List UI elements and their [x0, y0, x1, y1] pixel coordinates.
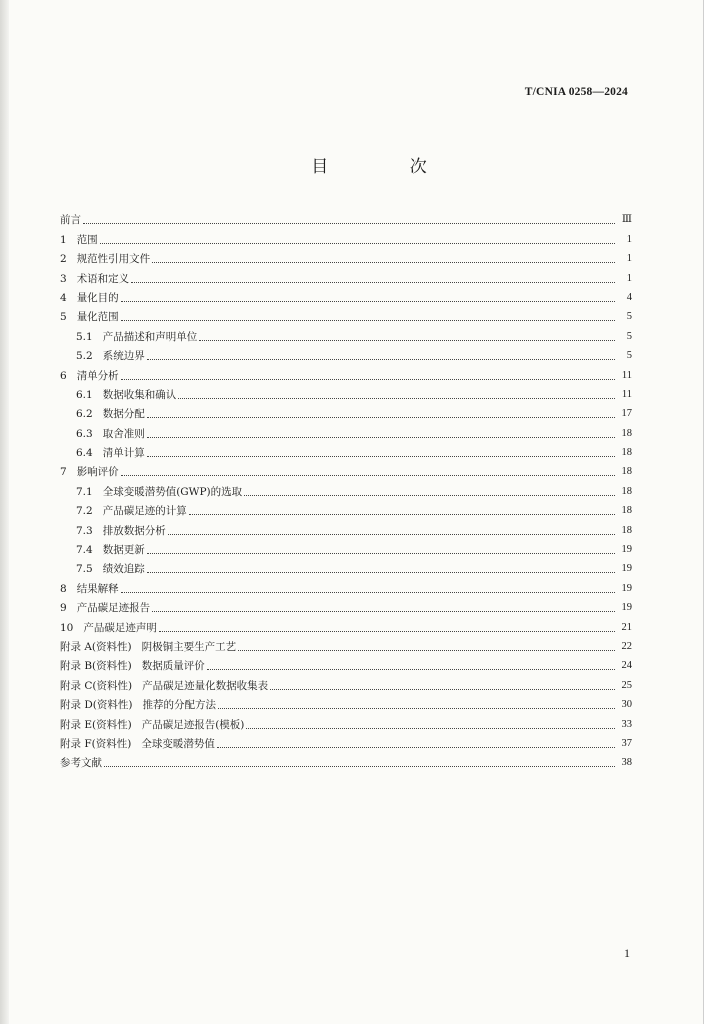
toc-entry-label: [60, 641, 236, 653]
toc-dot-leader: [147, 358, 615, 360]
toc-entry-number: 附录 A(资料性): [60, 640, 132, 653]
toc-entry-text: 参考文献: [60, 757, 102, 770]
toc-entry[interactable]: [60, 382, 632, 401]
toc-entry-page: 22: [621, 640, 632, 652]
toc-dot-leader: [178, 397, 615, 399]
toc-entry[interactable]: [60, 362, 632, 381]
toc-entry-page: 5: [626, 311, 632, 323]
toc-entry[interactable]: [60, 226, 632, 245]
toc-entry-label: [60, 622, 157, 634]
toc-entry-text: 前言: [60, 214, 81, 227]
toc-entry-page: 5: [626, 330, 632, 342]
toc-dot-leader: [218, 707, 615, 709]
toc-entry-page: 1: [626, 233, 632, 245]
toc-dot-leader: [147, 436, 615, 438]
toc-dot-leader: [121, 474, 615, 476]
table-of-contents: [60, 207, 632, 769]
toc-entry-number: 6.1: [76, 388, 93, 401]
toc-entry-text: 量化范围: [76, 311, 119, 324]
toc-entry-number: 7: [60, 466, 67, 479]
toc-entry-number: 4: [60, 291, 67, 304]
toc-entry-number: 附录 F(资料性): [60, 737, 132, 750]
toc-entry[interactable]: [60, 672, 632, 691]
toc-entry[interactable]: [60, 692, 632, 711]
toc-entry-label: [60, 370, 119, 382]
toc-entry[interactable]: [60, 614, 632, 633]
toc-entry-number: 附录 D(资料性): [60, 699, 133, 712]
toc-entry-label: [76, 408, 145, 420]
toc-entry[interactable]: [60, 498, 632, 517]
toc-entry-number: 附录 E(资料性): [60, 718, 132, 731]
toc-entry-text: 数据收集和确认: [102, 388, 177, 401]
toc-entry-number: 9: [60, 602, 67, 615]
toc-dot-leader: [121, 319, 615, 321]
toc-entry-label: [60, 253, 150, 265]
toc-entry-text: 量化目的: [76, 291, 119, 304]
toc-entry-page: 24: [621, 660, 632, 672]
toc-entry-label: [76, 350, 145, 362]
toc-entry-text: 产品碳足迹声明: [83, 621, 157, 634]
toc-entry-text: 清单分析: [76, 369, 119, 382]
toc-dot-leader: [159, 630, 615, 632]
toc-dot-leader: [104, 765, 615, 767]
toc-entry-label: [60, 583, 119, 595]
toc-entry-text: 阴极铜主要生产工艺: [141, 640, 237, 653]
toc-entry-label: [76, 505, 187, 517]
toc-entry-label: [60, 719, 244, 731]
toc-dot-leader: [199, 339, 615, 341]
toc-entry-page: 18: [621, 524, 632, 536]
toc-entry-text: 绩效追踪: [102, 563, 145, 576]
toc-entry-label: [76, 389, 176, 401]
toc-entry-page: 30: [621, 699, 632, 711]
toc-entry-label: [60, 738, 215, 750]
toc-dot-leader: [147, 571, 615, 573]
toc-entry-page: 38: [621, 757, 632, 769]
toc-entry-label: [60, 602, 150, 614]
toc-dot-leader: [168, 533, 615, 535]
toc-entry-text: 排放数据分析: [102, 524, 166, 537]
toc-entry-text: 取舍准则: [102, 427, 145, 440]
toc-entry-label: [60, 214, 81, 226]
toc-dot-leader: [83, 222, 615, 224]
toc-entry-label: [60, 660, 205, 672]
toc-entry[interactable]: [60, 711, 632, 730]
toc-entry-text: 数据质量评价: [141, 660, 205, 673]
toc-entry-label: [76, 544, 145, 556]
toc-entry[interactable]: [60, 537, 632, 556]
toc-entry-text: 数据更新: [102, 544, 145, 557]
toc-entry[interactable]: [60, 343, 632, 362]
toc-entry-label: [60, 466, 119, 478]
toc-entry-page: 18: [621, 466, 632, 478]
toc-entry-number: 7.2: [76, 505, 93, 518]
toc-entry-text: 产品描述和声明单位: [102, 330, 198, 343]
toc-entry-text: 产品碳足迹报告: [76, 602, 151, 615]
toc-entry-number: 7.1: [76, 485, 93, 498]
toc-entry-page: 19: [621, 602, 632, 614]
toc-entry-number: 6.3: [76, 427, 93, 440]
toc-dot-leader: [147, 416, 615, 418]
toc-entry-text: 结果解释: [76, 582, 119, 595]
toc-entry[interactable]: [60, 265, 632, 284]
toc-entry-page: 21: [621, 621, 632, 633]
toc-dot-leader: [189, 513, 615, 515]
toc-entry[interactable]: [60, 575, 632, 594]
toc-entry-number: 10: [60, 621, 74, 634]
toc-entry[interactable]: [60, 634, 632, 653]
toc-dot-leader: [238, 649, 615, 651]
toc-entry-label: [60, 234, 98, 246]
toc-entry-label: [60, 757, 102, 769]
toc-entry-text: 全球变暖潜势值: [141, 737, 215, 750]
toc-dot-leader: [207, 668, 615, 670]
toc-dot-leader: [131, 281, 615, 283]
toc-dot-leader: [152, 261, 615, 263]
toc-entry-number: 3: [60, 272, 67, 285]
toc-entry-page: 11: [621, 369, 632, 381]
toc-dot-leader: [147, 455, 615, 457]
toc-entry-number: 5.1: [76, 330, 93, 343]
toc-entry-text: 产品碳足迹量化数据收集表: [142, 679, 269, 692]
toc-entry-page: 11: [621, 388, 632, 400]
toc-entry[interactable]: [60, 401, 632, 420]
toc-entry[interactable]: [60, 595, 632, 614]
toc-entry-label: [60, 273, 129, 285]
toc-entry[interactable]: [60, 440, 632, 459]
toc-entry[interactable]: [60, 285, 632, 304]
toc-entry-label: [76, 447, 145, 459]
toc-entry-number: 2: [60, 253, 67, 266]
toc-entry-text: 范围: [76, 233, 98, 246]
toc-entry-text: 全球变暖潜势值(GWP)的选取: [102, 485, 243, 498]
toc-entry-label: [60, 680, 268, 692]
toc-entry-number: 附录 B(资料性): [60, 660, 132, 673]
toc-entry-page: 18: [621, 505, 632, 517]
toc-entry-text: 清单计算: [102, 447, 145, 460]
toc-entry-page: 18: [621, 427, 632, 439]
toc-entry-number: 6.2: [76, 408, 93, 421]
toc-entry[interactable]: [60, 750, 632, 769]
toc-entry-page: 5: [626, 350, 632, 362]
toc-entry-text: 推荐的分配方法: [142, 699, 216, 712]
toc-entry-page: 33: [621, 718, 632, 730]
toc-entry-page: 19: [621, 582, 632, 594]
toc-entry[interactable]: [60, 420, 632, 439]
toc-dot-leader: [244, 494, 615, 496]
toc-dot-leader: [246, 727, 615, 729]
toc-entry-label: [60, 699, 216, 711]
toc-entry-label: [60, 292, 119, 304]
toc-entry-page: 4: [626, 291, 632, 303]
toc-entry-number: 5.2: [76, 350, 93, 363]
toc-entry-text: 术语和定义: [76, 272, 130, 285]
toc-entry-number: 6: [60, 369, 67, 382]
toc-entry-page: 1: [626, 253, 632, 265]
toc-entry-page: 19: [621, 544, 632, 556]
toc-entry-number: 8: [60, 582, 67, 595]
toc-entry-number: 1: [60, 233, 67, 246]
toc-dot-leader: [121, 300, 615, 302]
toc-dot-leader: [121, 591, 615, 593]
toc-entry-page: 25: [621, 679, 632, 691]
toc-entry[interactable]: [60, 517, 632, 536]
toc-entry-number: 7.5: [76, 563, 93, 576]
toc-entry-text: 规范性引用文件: [76, 253, 151, 266]
toc-dot-leader: [121, 378, 615, 380]
toc-entry-page: 17: [621, 408, 632, 420]
toc-entry-label: [76, 428, 145, 440]
toc-dot-leader: [270, 688, 615, 690]
toc-entry-label: [76, 331, 197, 343]
toc-entry[interactable]: [60, 459, 632, 478]
toc-entry-number: 5: [60, 311, 67, 324]
toc-entry-number: 7.3: [76, 524, 93, 537]
toc-entry-label: [76, 525, 166, 537]
toc-entry-text: 数据分配: [102, 408, 145, 421]
toc-entry-label: [76, 486, 242, 498]
toc-entry-label: [60, 311, 119, 323]
toc-entry[interactable]: [60, 478, 632, 497]
toc-dot-leader: [217, 746, 615, 748]
toc-entry-number: 附录 C(资料性): [60, 679, 133, 692]
toc-entry-page: 19: [621, 563, 632, 575]
toc-entry[interactable]: [60, 653, 632, 672]
toc-entry[interactable]: [60, 246, 632, 265]
toc-entry[interactable]: [60, 731, 632, 750]
toc-entry[interactable]: [60, 304, 632, 323]
toc-entry-text: 系统边界: [102, 350, 145, 363]
toc-entry-page: 1: [626, 272, 632, 284]
toc-entry-number: 6.4: [76, 447, 93, 460]
toc-entry-page: Ⅲ: [621, 214, 632, 226]
toc-entry-page: 37: [621, 737, 632, 749]
toc-entry[interactable]: [60, 323, 632, 342]
toc-dot-leader: [147, 552, 615, 554]
toc-entry-number: 7.4: [76, 544, 93, 557]
toc-entry-page: 18: [621, 485, 632, 497]
toc-dot-leader: [100, 242, 615, 244]
toc-title: 目 次: [311, 157, 465, 177]
toc-dot-leader: [152, 610, 615, 612]
toc-entry-text: 产品碳足迹的计算: [102, 505, 187, 518]
toc-entry-page: 18: [621, 447, 632, 459]
toc-entry[interactable]: [60, 556, 632, 575]
toc-entry[interactable]: [60, 207, 632, 226]
toc-entry-label: [76, 563, 145, 575]
page-number: 1: [624, 946, 630, 960]
toc-entry-text: 产品碳足迹报告(模板): [141, 718, 245, 731]
document-code: T/CNIA 0258—2024: [524, 86, 628, 98]
toc-entry-text: 影响评价: [76, 466, 119, 479]
